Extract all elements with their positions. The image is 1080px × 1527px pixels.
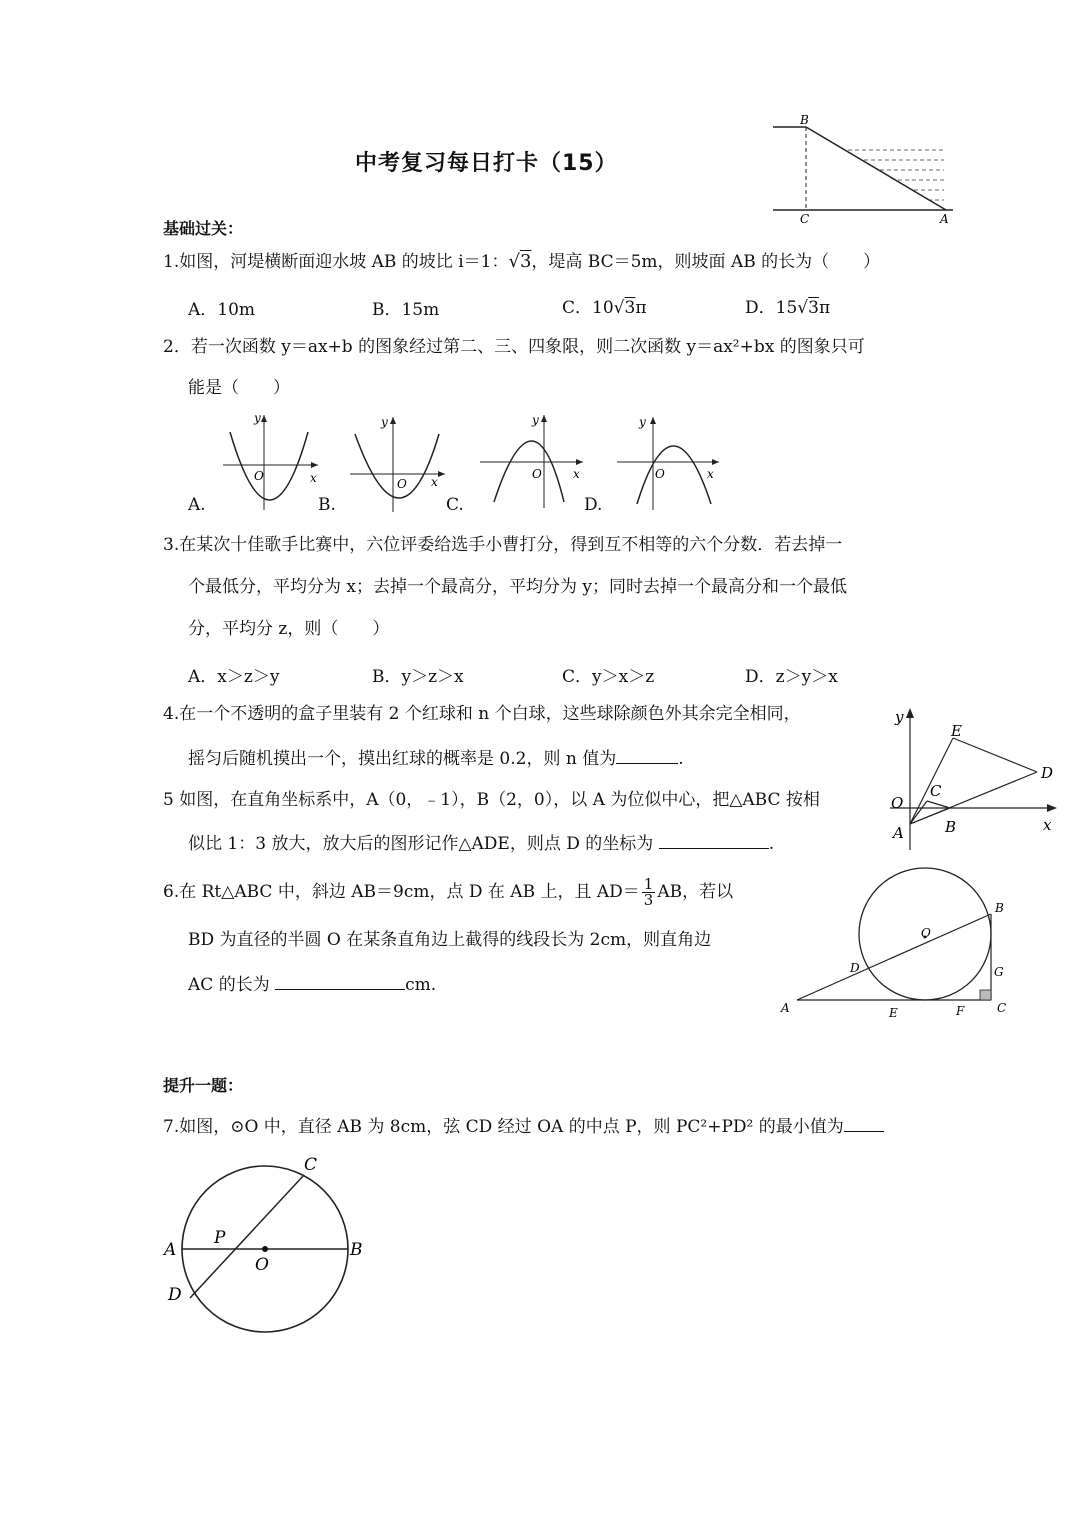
q1-option-a: A．10m — [188, 300, 256, 320]
q1-label-c: C — [800, 212, 810, 226]
q6-label-f: F — [956, 1004, 965, 1018]
q2a-y: y — [254, 411, 261, 425]
q5-coordinate-figure — [885, 700, 1065, 855]
q6-label-b: B — [995, 901, 1004, 915]
q3-line2: 个最低分，平均分为 x；去掉一个最高分，平均分为 y；同时去掉一个最高分和一个最低 — [188, 577, 847, 597]
q6-label-o: O — [921, 926, 931, 940]
q2-line1: 2．若一次函数 y＝ax+b 的图象经过第二、三、四象限，则二次函数 y＝ax²+bx 的图象只可 — [163, 337, 865, 357]
q5-label-b: B — [945, 818, 957, 836]
q2-option-a: A. — [188, 495, 206, 515]
q2c-o: O — [532, 467, 542, 481]
q1-text-a: 1.如图，河堤横断面迎水坡 AB 的坡比 i＝1： — [163, 252, 509, 272]
q3-line3: 分，平均分 z，则（ ） — [188, 619, 390, 639]
q1-question — [163, 252, 880, 272]
q2c-y: y — [532, 413, 539, 427]
q5-label-a: A — [893, 824, 904, 842]
q1-text-b: ，堤高 BC＝5m，则坡面 AB 的长为（ ） — [531, 252, 881, 272]
q1-option-d: D．15√3π — [745, 298, 831, 318]
q6-circle-figure — [775, 862, 1015, 1027]
q4-line2: 摇匀后随机摸出一个，摸出红球的概率是 0.2，则 n 值为 . — [188, 749, 684, 769]
q5-label-d: D — [1041, 764, 1054, 782]
q1-label-b: B — [800, 113, 809, 127]
page-title: 中考复习每日打卡（15） — [355, 151, 618, 176]
q5-label-e: E — [951, 722, 962, 740]
q2-option-c: C. — [446, 495, 464, 515]
q6-line2: BD 为直径的半圆 O 在某条直角边上截得的线段长为 2cm，则直角边 — [188, 930, 712, 950]
q1-option-c: C．10√3π — [562, 298, 647, 318]
q7-answer-blank[interactable] — [844, 1115, 884, 1132]
q3-option-b: B．y＞z＞x — [372, 667, 464, 687]
q2a-o: O — [254, 469, 264, 483]
q6-label-d: D — [850, 961, 860, 975]
q7-circle-figure — [158, 1148, 378, 1338]
q6-label-a: A — [781, 1001, 790, 1015]
q7-label-c: C — [304, 1155, 318, 1175]
section-basic: 基础过关： — [163, 219, 244, 238]
q2c-x: x — [573, 467, 580, 481]
q2-graph-b — [345, 412, 450, 517]
q2a-x: x — [310, 471, 317, 485]
q5-label-x: x — [1043, 816, 1052, 834]
q7-label-p: P — [214, 1228, 226, 1248]
q2d-x: x — [707, 467, 714, 481]
q2b-x: x — [431, 475, 438, 489]
q2-graph-a — [218, 410, 323, 515]
q5-answer-blank[interactable] — [659, 832, 769, 849]
q5-label-o: O — [891, 794, 904, 812]
q2-graph-c — [478, 410, 590, 510]
q6-label-c: C — [997, 1001, 1007, 1015]
q3-option-d: D．z＞y＞x — [745, 667, 838, 687]
q3-option-c: C．y＞x＞z — [562, 667, 655, 687]
q1-slope-figure — [768, 110, 958, 230]
q7-label-b: B — [350, 1240, 363, 1260]
q2-line2: 能是（ ） — [188, 378, 290, 398]
q1-option-b: B．15m — [372, 300, 440, 320]
q5-label-y: y — [895, 708, 904, 726]
q2-option-b: B. — [318, 495, 336, 515]
q2-graph-d — [615, 412, 723, 512]
q6-answer-blank[interactable] — [275, 973, 405, 990]
q5-line2: 似比 1：3 放大，放大后的图形记作△ADE，则点 D 的坐标为 . — [188, 834, 775, 854]
q6-fraction: $\frac{1}{3}$ — [643, 875, 654, 909]
q5-line1: 5 如图，在直角坐标系中，A（0，﹣1），B（2，0），以 A 为位似中心，把△ABC 按相 — [163, 790, 820, 810]
q2b-y: y — [381, 415, 388, 429]
q7-label-o: O — [255, 1255, 269, 1275]
q3-line1: 3.在某次十佳歌手比赛中，六位评委给选手小曹打分，得到互不相等的六个分数．若去掉一 — [163, 535, 843, 555]
q1-label-a: A — [940, 212, 949, 226]
q5-label-c: C — [930, 782, 942, 800]
q7-label-d: D — [168, 1285, 182, 1305]
section-advanced: 提升一题： — [163, 1076, 244, 1095]
q2d-y: y — [639, 415, 646, 429]
q6-label-e: E — [889, 1006, 898, 1020]
q1-sqrt: √3 — [508, 251, 532, 272]
q7-question: 7.如图，⊙O 中，直径 AB 为 8cm，弦 CD 经过 OA 的中点 P，则 PC²+PD² 的最小值为 — [163, 1115, 884, 1137]
q2d-o: O — [655, 467, 665, 481]
q3-option-a: A．x＞z＞y — [188, 667, 280, 687]
q4-answer-blank[interactable] — [616, 747, 678, 764]
q6-line3: AC 的长为 cm. — [188, 975, 437, 995]
q7-label-a: A — [164, 1240, 177, 1260]
q2-option-d: D. — [584, 495, 603, 515]
q2b-o: O — [397, 477, 407, 491]
q6-line1: 6.在 Rt△ABC 中，斜边 AB＝9cm，点 D 在 AB 上，且 AD＝ $\frac{1}{3}$ AB，若以 — [163, 875, 734, 909]
q4-line1: 4.在一个不透明的盒子里装有 2 个红球和 n 个白球，这些球除颜色外其余完全相同， — [163, 704, 801, 724]
q6-label-g: G — [994, 965, 1004, 979]
